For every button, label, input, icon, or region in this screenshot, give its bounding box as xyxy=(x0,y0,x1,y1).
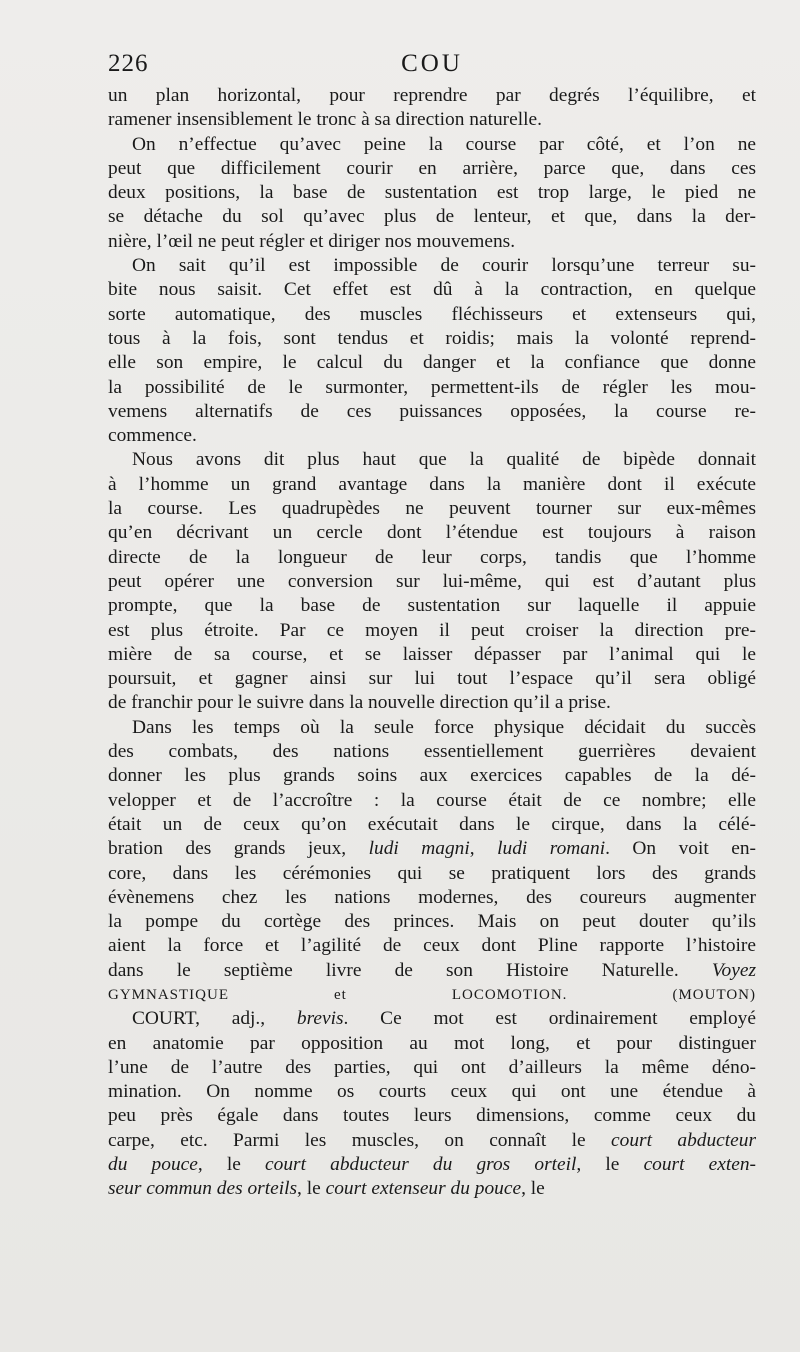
text-segment: donner les plus grands soins aux exercices capables de la dé- xyxy=(108,765,756,787)
text-line xyxy=(108,1177,756,1201)
text-segment: bration des grands jeux, xyxy=(108,838,369,860)
text-segment: des combats, des nations essentiellement guerrières devaient xyxy=(108,741,756,763)
text-segment: peu près égale dans toutes leurs dimensions, comme ceux du xyxy=(108,1105,756,1127)
text-line xyxy=(108,351,756,375)
text-segment: brevis xyxy=(296,1008,344,1030)
text-segment: peut que difficilement courir en arrière, parce que, dans ces xyxy=(108,157,756,179)
text-segment: seur commun des orteils xyxy=(108,1178,298,1200)
text-segment: la possibilité de le surmonter, permettent-ils de régler les mou- xyxy=(108,376,756,398)
text-line xyxy=(108,1153,756,1177)
text-line xyxy=(108,205,756,229)
text-segment: ludi romani xyxy=(497,838,606,860)
text-line xyxy=(108,327,756,351)
text-segment: un plan horizontal, pour reprendre par degrés l’équilibre, et xyxy=(108,85,756,106)
text-line xyxy=(108,1129,756,1153)
text-line xyxy=(108,886,756,910)
text-segment: Nous avons dit plus haut que la qualité de bipède donnait xyxy=(132,449,756,471)
text-segment: évènemens chez les nations modernes, des coureurs augmenter xyxy=(108,886,756,908)
text-line xyxy=(108,983,756,1007)
text-line xyxy=(108,108,756,132)
text-segment: de franchir pour le suivre dans la nouvelle direction qu’il a prise. xyxy=(108,692,611,714)
text-line xyxy=(108,133,756,157)
text-line xyxy=(108,254,756,278)
text-segment: bite nous saisit. Cet effet est dû à la contraction, en quelque xyxy=(108,279,756,301)
text-line xyxy=(108,764,756,788)
text-segment: Voyez xyxy=(711,959,756,981)
text-segment: , xyxy=(469,838,498,860)
text-line xyxy=(108,691,756,715)
text-segment: court exten- xyxy=(643,1154,756,1176)
text-line xyxy=(108,1104,756,1128)
text-segment: , le xyxy=(297,1178,326,1200)
text-segment: prompte, que la base de sustentation sur laquelle il appuie xyxy=(108,595,756,617)
text-segment: carpe, etc. Parmi les muscles, on connaît le xyxy=(108,1129,612,1151)
text-segment: la pompe du cortège des princes. Mais on peut douter qu’ils xyxy=(108,911,756,933)
text-line xyxy=(108,546,756,570)
text-segment: tous à la fois, sont tendus et roidis; mais la volonté reprend- xyxy=(108,327,756,349)
text-segment: l’une de l’autre des parties, qui ont d’ailleurs la même déno- xyxy=(108,1056,756,1078)
text-segment: , le xyxy=(197,1154,266,1176)
text-line xyxy=(108,667,756,691)
text-line xyxy=(108,740,756,764)
page-number: 226 xyxy=(108,50,149,77)
text-line xyxy=(108,862,756,886)
text-line xyxy=(108,619,756,643)
text-line xyxy=(108,789,756,813)
text-segment: , le xyxy=(521,1178,545,1200)
body-text xyxy=(108,84,756,1202)
text-line xyxy=(108,1056,756,1080)
text-segment: deux positions, la base de sustentation est trop large, le pied ne xyxy=(108,182,756,204)
page-header xyxy=(108,50,756,80)
text-segment: du pouce xyxy=(108,1154,198,1176)
text-segment: en anatomie par opposition au mot long, et pour distinguer xyxy=(108,1032,756,1054)
text-line xyxy=(108,424,756,448)
text-segment: vemens alternatifs de ces puissances opposées, la course re- xyxy=(108,400,756,422)
text-line xyxy=(108,497,756,521)
text-segment: Dans les temps où la seule force physique décidait du succès xyxy=(132,716,756,738)
text-line xyxy=(108,230,756,254)
text-segment: nière, l’œil ne peut régler et diriger nos mouvemens. xyxy=(108,230,516,252)
text-line xyxy=(108,473,756,497)
text-segment: à l’homme un grand avantage dans la manière dont il exécute xyxy=(108,473,756,495)
text-line xyxy=(108,934,756,958)
text-segment: court extenseur du pouce xyxy=(325,1178,522,1200)
text-line xyxy=(108,837,756,861)
text-line xyxy=(108,959,756,983)
text-line xyxy=(108,303,756,327)
text-line xyxy=(108,716,756,740)
text-line xyxy=(108,376,756,400)
text-line xyxy=(108,400,756,424)
text-line xyxy=(108,813,756,837)
text-line xyxy=(108,594,756,618)
text-segment: On n’effectue qu’avec peine la course par côté, et l’on ne xyxy=(132,133,756,155)
text-segment: poursuit, et gagner ainsi sur lui tout l’espace qu’il sera obligé xyxy=(108,668,756,690)
text-line xyxy=(108,181,756,205)
text-segment: velopper et de l’accroître : la course était de ce nombre; elle xyxy=(108,789,756,811)
text-segment: . Ce mot est ordinairement employé xyxy=(343,1008,756,1030)
text-segment: core, dans les cérémonies qui se pratiquent lors des grands xyxy=(108,862,756,884)
text-segment: mination. On nomme os courts ceux qui ont une étendue à xyxy=(108,1081,756,1103)
text-line xyxy=(108,1007,756,1031)
text-line xyxy=(108,278,756,302)
text-segment: GYMNASTIQUE et LOCOMOTION. (MOUTON) xyxy=(108,986,756,1003)
text-segment: ludi magni xyxy=(368,838,470,860)
text-segment: court abducteur xyxy=(611,1129,756,1151)
text-segment: dans le septième livre de son Histoire Naturelle. xyxy=(108,959,712,981)
text-segment: est plus étroite. Par ce moyen il peut croiser la direction pre- xyxy=(108,619,756,641)
text-segment: commence. xyxy=(108,425,197,447)
text-segment: . On voit en- xyxy=(605,838,756,860)
text-segment: court abducteur du gros orteil xyxy=(265,1154,577,1176)
text-line xyxy=(108,1032,756,1056)
text-segment: la course. Les quadrupèdes ne peuvent tourner sur eux-mêmes xyxy=(108,498,756,520)
text-line xyxy=(108,910,756,934)
running-head: COU xyxy=(401,50,463,77)
text-segment: On sait qu’il est impossible de courir lorsqu’une terreur su- xyxy=(132,255,756,277)
text-segment: mière de sa course, et se laisser dépasser par l’animal qui le xyxy=(108,643,756,665)
text-segment: , le xyxy=(576,1154,644,1176)
text-segment: elle son empire, le calcul du danger et la confiance que donne xyxy=(108,352,756,374)
text-segment: était un de ceux qu’on exécutait dans le cirque, dans la célé- xyxy=(108,813,756,835)
text-segment: qu’en décrivant un cercle dont l’étendue est toujours à raison xyxy=(108,522,756,544)
text-segment: se détache du sol qu’avec plus de lenteur, et que, dans la der- xyxy=(108,206,756,228)
text-line xyxy=(108,521,756,545)
text-line xyxy=(108,643,756,667)
text-segment: ramener insensiblement le tronc à sa direction naturelle. xyxy=(108,109,542,131)
text-segment: peut opérer une conversion sur lui-même, qui est d’autant plus xyxy=(108,570,756,592)
text-segment: aient la force et l’agilité de ceux dont Pline rapporte l’histoire xyxy=(108,935,756,957)
text-line xyxy=(108,157,756,181)
text-segment: directe de la longueur de leur corps, tandis que l’homme xyxy=(108,546,756,568)
text-line xyxy=(108,448,756,472)
text-segment: sorte automatique, des muscles fléchisseurs et extenseurs qui, xyxy=(108,303,756,325)
text-segment: COURT, adj., xyxy=(132,1008,297,1030)
text-line xyxy=(108,84,756,108)
text-line xyxy=(108,570,756,594)
text-line xyxy=(108,1080,756,1104)
